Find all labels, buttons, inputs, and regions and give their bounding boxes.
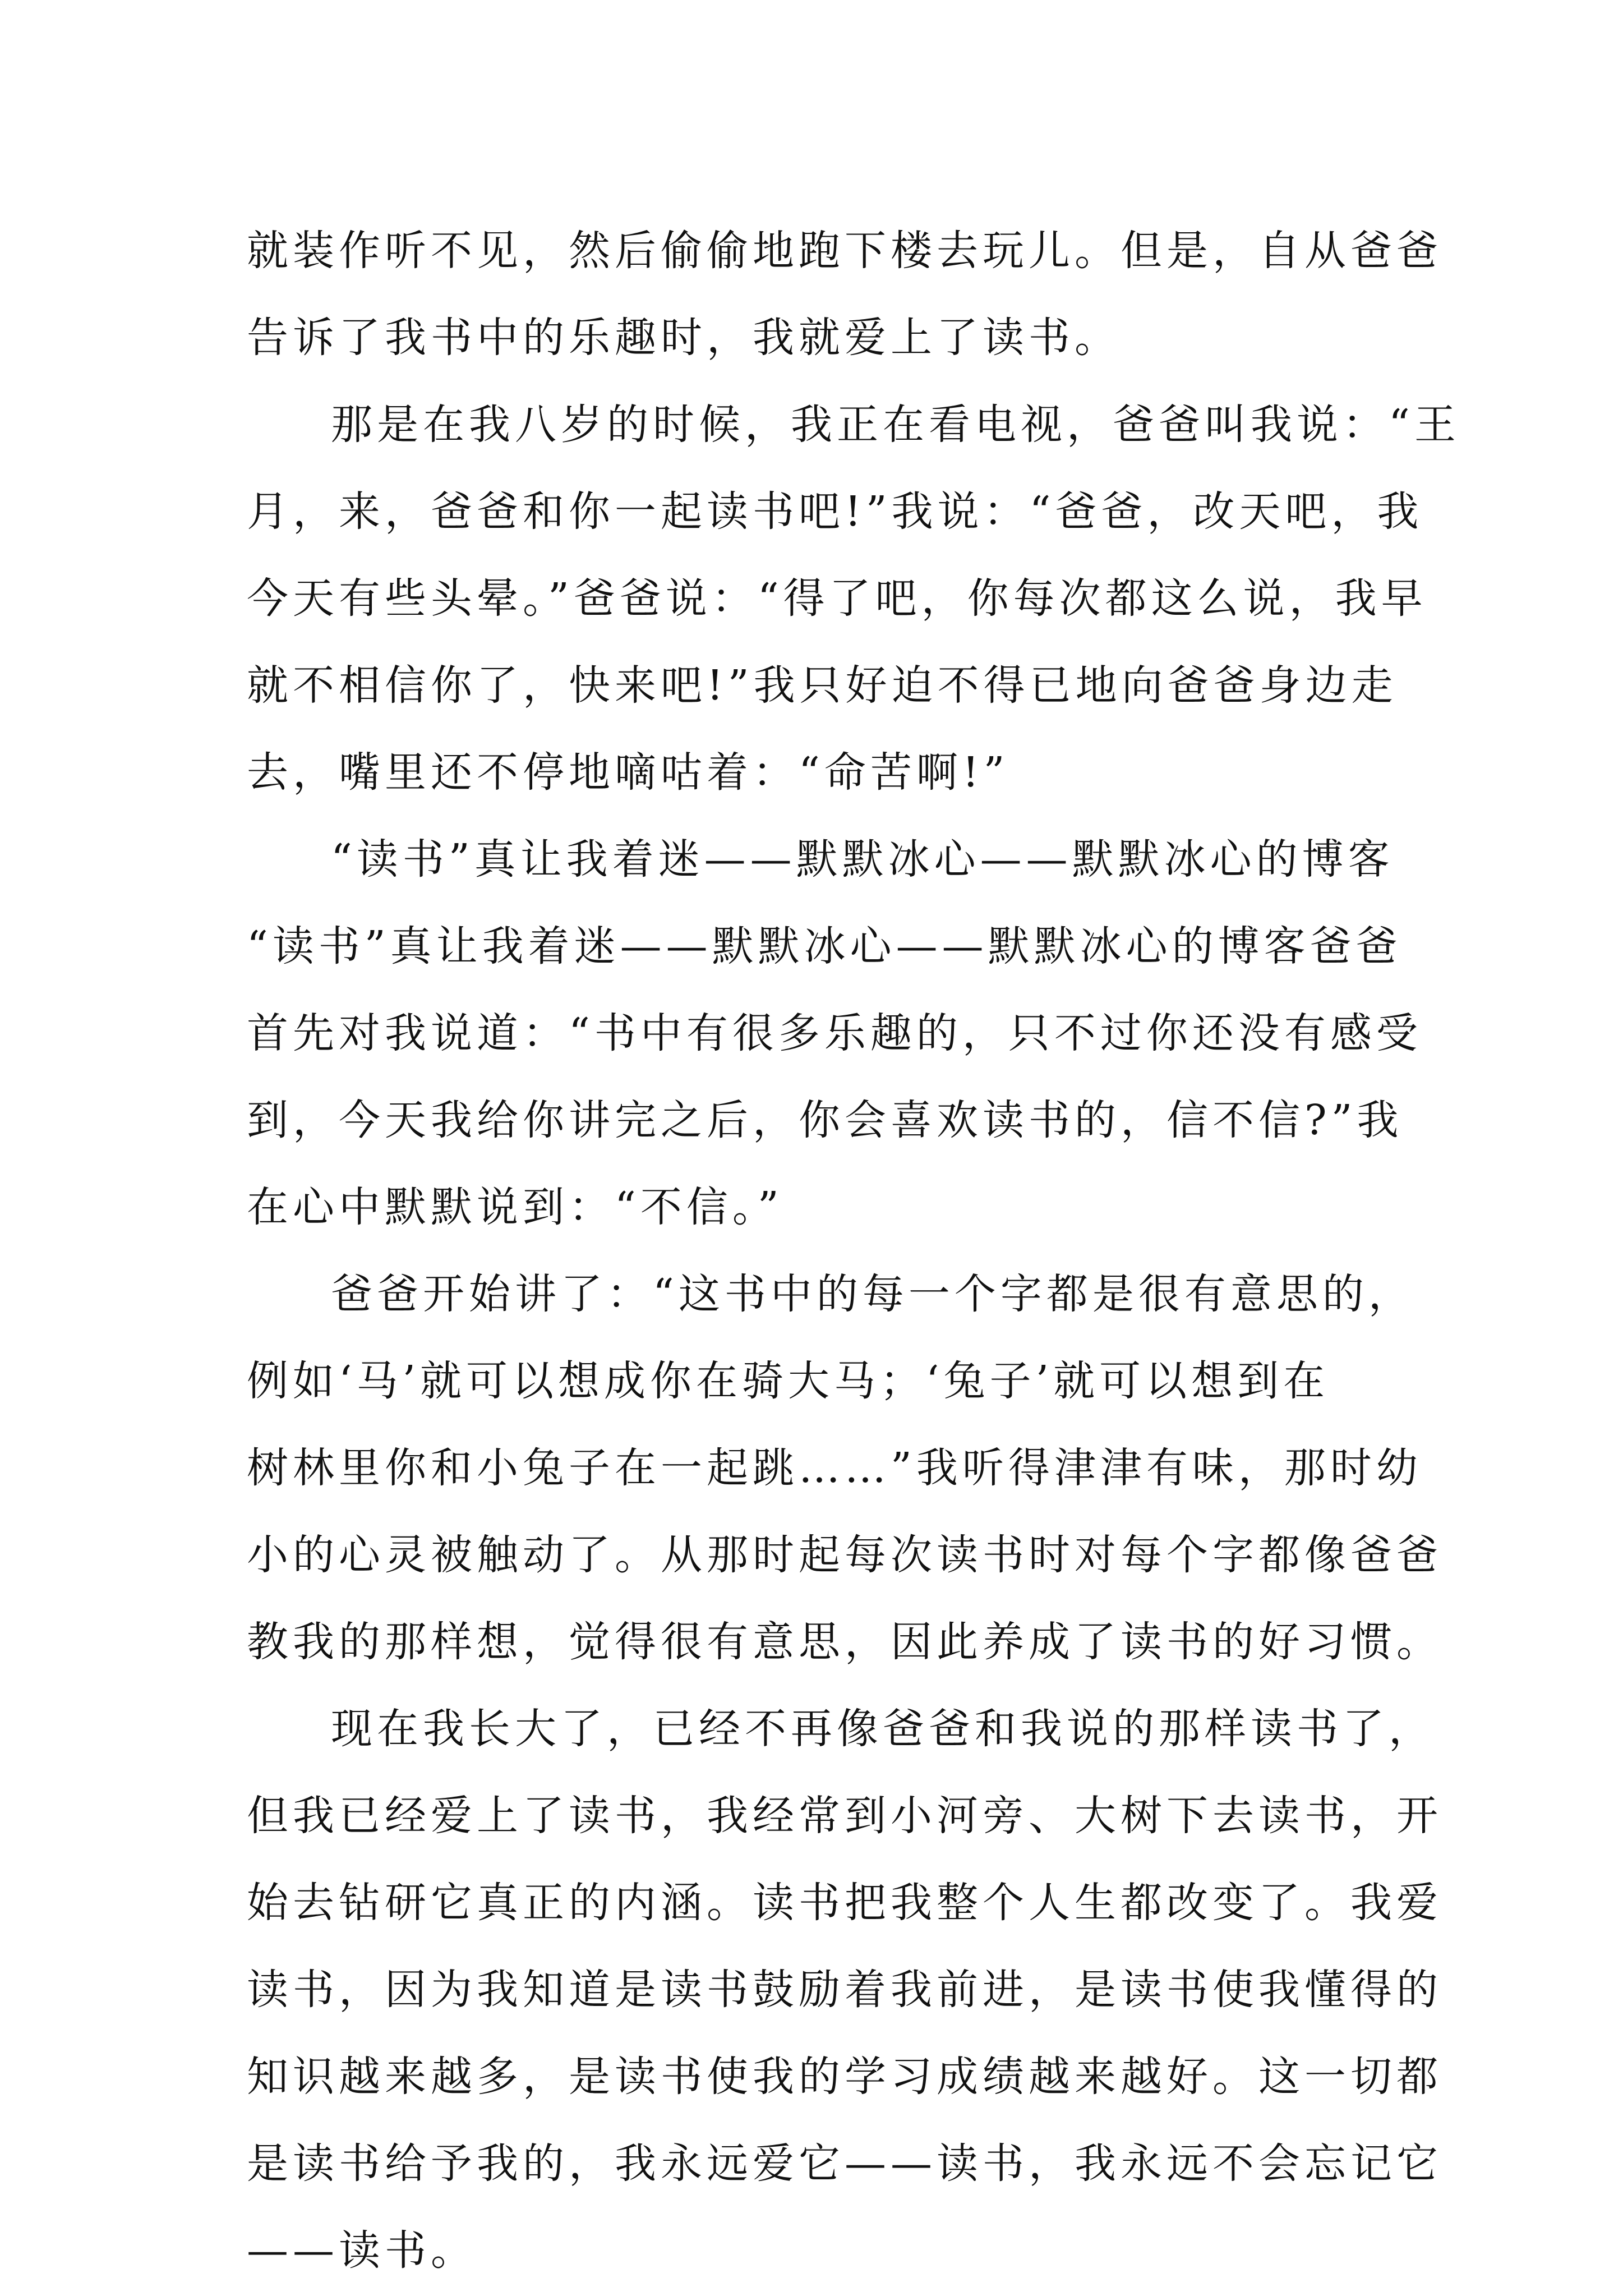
text-line: 教我的那样想，觉得很有意思，因此养成了读书的好习惯。 bbox=[247, 1618, 1442, 1666]
text-line: 知识越来越多，是读书使我的学习成绩越来越好。这一切都 bbox=[247, 2053, 1442, 2101]
text-line: 树林里你和小兔子在一起跳……”我听得津津有味，那时幼 bbox=[247, 1444, 1422, 1492]
text-line: 到，今天我给你讲完之后，你会喜欢读书的，信不信?”我 bbox=[247, 1096, 1403, 1144]
text-line: 月，来，爸爸和你一起读书吧!”我说：“爸爸，改天吧，我 bbox=[247, 487, 1423, 536]
text-line: 读书，因为我知道是读书鼓励着我前进，是读书使我懂得的 bbox=[247, 1966, 1442, 2014]
paragraph-start-line: 现在我长大了，已经不再像爸爸和我说的那样读书了， bbox=[331, 1705, 1435, 1753]
text-line: 小的心灵被触动了。从那时起每次读书时对每个字都像爸爸 bbox=[247, 1531, 1442, 1579]
text-line: 在心中默默说到：“不信。” bbox=[247, 1183, 783, 1231]
paragraph-start-line: “读书”真让我着迷——默默冰心——默默冰心的博客 bbox=[331, 835, 1394, 884]
text-line: 首先对我说道：“书中有很多乐趣的，只不过你还没有感受 bbox=[247, 1009, 1422, 1057]
text-line: 始去钻研它真正的内涵。读书把我整个人生都改变了。我爱 bbox=[247, 1879, 1442, 1927]
text-line: 就不相信你了，快来吧!”我只好迫不得已地向爸爸身边走 bbox=[247, 661, 1398, 710]
text-line: 例如‘马’就可以想成你在骑大马；‘兔子’就可以想到在 bbox=[247, 1357, 1330, 1405]
text-line: 告诉了我书中的乐趣时，我就爱上了读书。 bbox=[247, 314, 1121, 362]
text-line: ——读书。 bbox=[247, 2226, 477, 2275]
text-line: 但我已经爱上了读书，我经常到小河旁、大树下去读书，开 bbox=[247, 1792, 1442, 1840]
paragraph-start-line: 爸爸开始讲了：“这书中的每一个字都是很有意思的， bbox=[331, 1270, 1414, 1318]
text-line: 是读书给予我的，我永远爱它——读书，我永远不会忘记它 bbox=[247, 2139, 1442, 2188]
body-text bbox=[247, 208, 1460, 2294]
text-line: 今天有些头晕。”爸爸说：“得了吧，你每次都这么说，我早 bbox=[247, 574, 1427, 623]
paragraph-start-line: 那是在我八岁的时候，我正在看电视，爸爸叫我说：“王 bbox=[331, 401, 1460, 449]
text-line: 就装作听不见，然后偷偷地跑下楼去玩儿。但是，自从爸爸 bbox=[247, 227, 1442, 275]
text-line: “读书”真让我着迷——默默冰心——默默冰心的博客爸爸 bbox=[247, 922, 1402, 970]
text-line: 去，嘴里还不停地嘀咕着：“命苦啊!” bbox=[247, 748, 1009, 797]
